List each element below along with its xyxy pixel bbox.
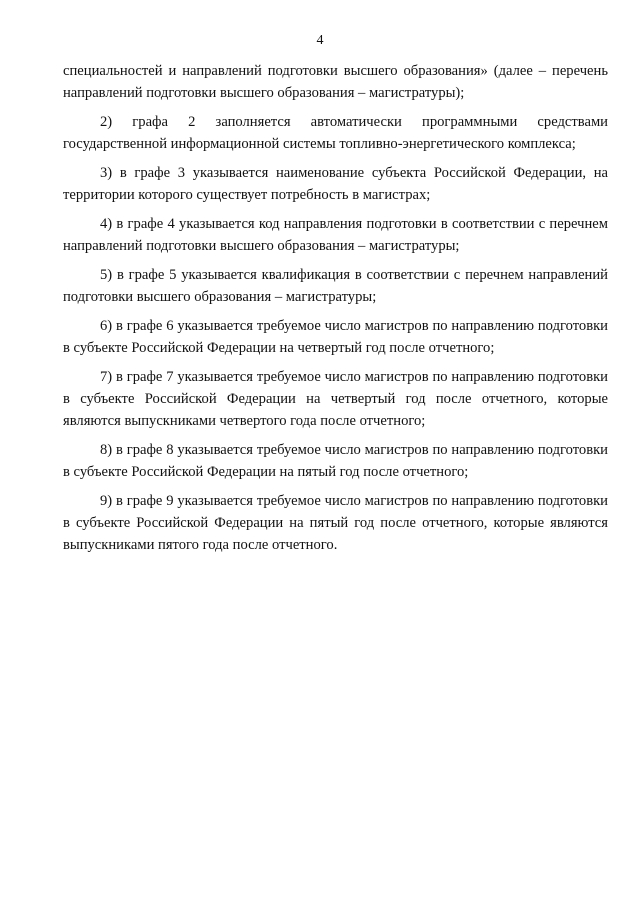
paragraph-item-5: 5) в графе 5 указывается квалификация в соответствии с перечнем направлений подготовки высшего образования – магистратуры;	[63, 267, 608, 305]
paragraph-item-6: 6) в графе 6 указывается требуемое число магистров по направлению подготовки в субъекте Российской Федерации на четвертый год после отчетного;	[63, 318, 608, 356]
paragraph-item-3: 3) в графе 3 указывается наименование субъекта Российской Федерации, на территории которого существует потребность в магистрах;	[63, 165, 608, 203]
page-number: 4	[316, 33, 324, 48]
paragraph-item-4: 4) в графе 4 указывается код направления подготовки в соответствии с перечнем направлений подготовки высшего образования – магистратуры;	[63, 216, 608, 254]
paragraph-item-9: 9) в графе 9 указывается требуемое число магистров по направлению подготовки в субъекте Российской Федерации на пятый год после отчетного, которые являются выпускниками пятого года после отчетного.	[63, 493, 608, 553]
document-body	[63, 60, 608, 563]
paragraph-item-7: 7) в графе 7 указывается требуемое число магистров по направлению подготовки в субъекте Российской Федерации на четвертый год после отчетного, которые являются выпускниками четвертого года после отчетного;	[63, 369, 608, 429]
paragraph-continuation: специальностей и направлений подготовки высшего образования» (далее – перечень направлений подготовки высшего образования – магистратуры);	[63, 63, 608, 101]
paragraph-item-8: 8) в графе 8 указывается требуемое число магистров по направлению подготовки в субъекте Российской Федерации на пятый год после отчетного;	[63, 442, 608, 480]
paragraph-item-2: 2) графа 2 заполняется автоматически программными средствами государственной информационной системы топливно-энергетического комплекса;	[63, 114, 608, 152]
